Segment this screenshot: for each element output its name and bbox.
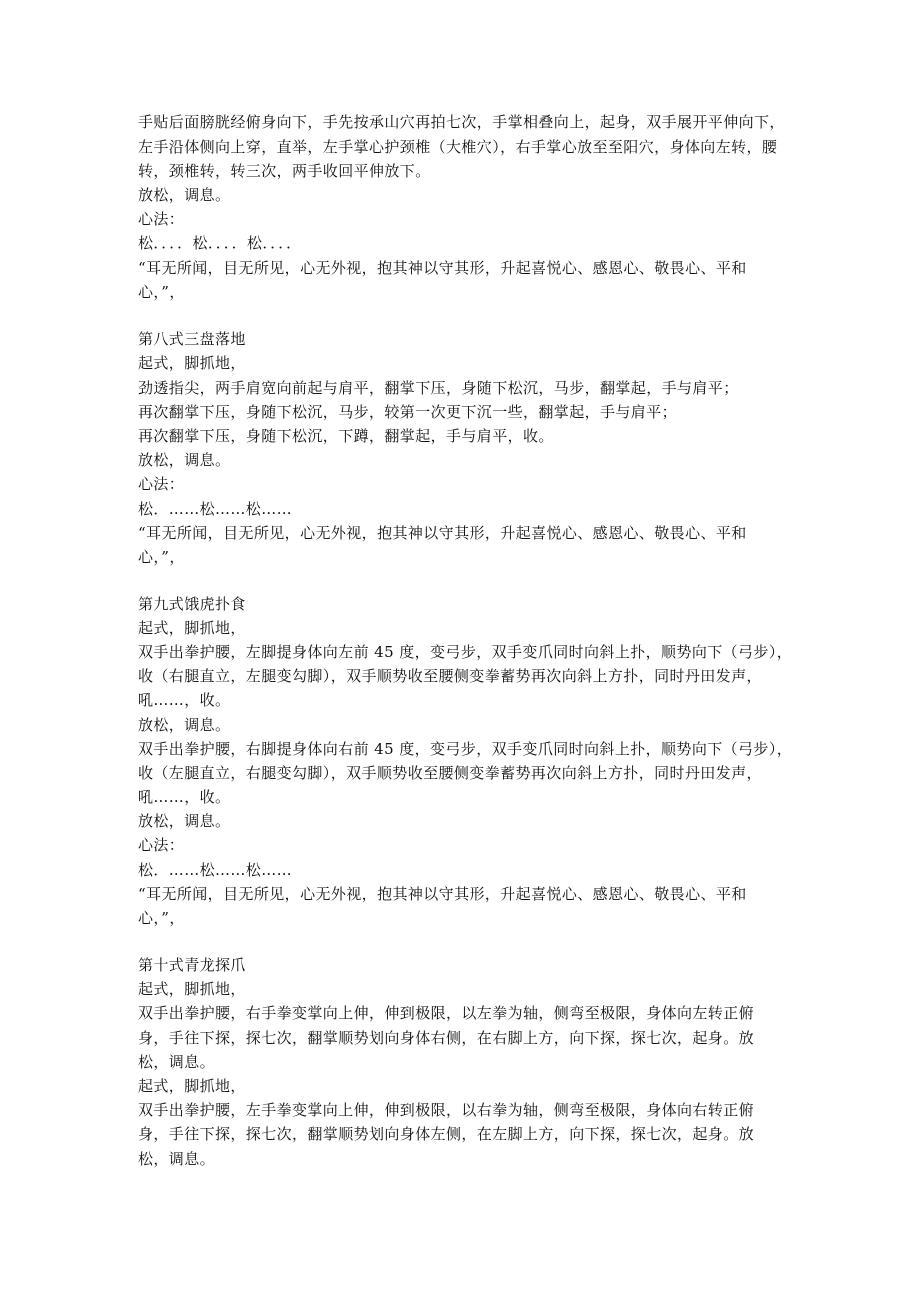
text-line: 松．……松……松…… bbox=[138, 500, 293, 518]
text-line: 松，调息。 bbox=[138, 1150, 216, 1168]
text-line: 放松，调息。 bbox=[138, 186, 231, 204]
text-line: 双手出拳护腰，右脚提身体向右前 45 度，变弓步，双手变爪同时向斜上扑，顺势向下（弓步）， bbox=[138, 740, 793, 758]
text-line: 收（右腿直立，左腿变勾脚），双手顺势收至腰侧变拳蓄势再次向斜上方扑，同时丹田发声， bbox=[138, 667, 762, 685]
section-heading: 第九式饿虎扑食 bbox=[138, 595, 246, 613]
text-line: 心法： bbox=[138, 836, 185, 854]
text-line: 起式，脚抓地， bbox=[138, 354, 246, 372]
text-line: 吼……，收。 bbox=[138, 691, 231, 709]
text-line: 双手出拳护腰，左手拳变掌向上伸，伸到极限，以右拳为轴，侧弯至极限，身体向右转正俯 bbox=[138, 1101, 755, 1119]
text-line: 心，”， bbox=[138, 909, 185, 927]
text-line: 放松，调息。 bbox=[138, 812, 231, 830]
text-line: 手贴后面膀胱经俯身向下，手先按承山穴再拍七次，手掌相叠向上，起身，双手展开平伸向下， bbox=[138, 113, 785, 131]
text-line: “耳无所闻，目无所见，心无外视，抱其神以守其形，升起喜悦心、感恩心、敬畏心、平和 bbox=[138, 885, 747, 903]
text-line: 心法： bbox=[138, 210, 185, 228]
text-line: 劲透指尖，两手肩宽向前起与肩平，翻掌下压，身随下松沉，马步，翻掌起，手与肩平； bbox=[138, 379, 739, 397]
text-line: 松，调息。 bbox=[138, 1053, 216, 1071]
section-heading: 第十式青龙探爪 bbox=[138, 956, 246, 974]
text-line: 左手沿体侧向上穿，直举，左手掌心护颈椎（大椎穴），右手掌心放至至阳穴，身体向左转，腰 bbox=[138, 138, 778, 156]
text-line: 起式，脚抓地， bbox=[138, 980, 246, 998]
text-line: 起式，脚抓地， bbox=[138, 1077, 246, 1095]
text-line: 身，手往下探，探七次，翻掌顺势划向身体左侧，在左脚上方，向下探，探七次，起身。放 bbox=[138, 1125, 755, 1143]
text-line: 收（左腿直立，右腿变勾脚），双手顺势收至腰侧变拳蓄势再次向斜上方扑，同时丹田发声， bbox=[138, 764, 762, 782]
text-line: “耳无所闻，目无所见，心无外视，抱其神以守其形，升起喜悦心、感恩心、敬畏心、平和 bbox=[138, 524, 747, 542]
text-line: 心，”， bbox=[138, 548, 185, 566]
text-line: 松．．．．松．．．．松．．．． bbox=[138, 234, 302, 252]
text-line: 再次翻掌下压，身随下松沉，马步，较第一次更下沉一些，翻掌起，手与肩平； bbox=[138, 403, 678, 421]
text-line: 放松，调息。 bbox=[138, 451, 231, 469]
text-line: 双手出拳护腰，左脚提身体向左前 45 度，变弓步，双手变爪同时向斜上扑，顺势向下（弓步）， bbox=[138, 643, 793, 661]
text-line: 起式，脚抓地， bbox=[138, 619, 246, 637]
text-line: 吼……，收。 bbox=[138, 788, 231, 806]
text-line: 身，手往下探，探七次，翻掌顺势划向身体右侧，在右脚上方，向下探，探七次，起身。放 bbox=[138, 1029, 755, 1047]
text-line: 再次翻掌下压，身随下松沉，下蹲，翻掌起，手与肩平，收。 bbox=[138, 427, 554, 445]
section-heading: 第八式三盘落地 bbox=[138, 330, 246, 348]
text-line: 转，颈椎转，转三次，两手收回平伸放下。 bbox=[138, 162, 431, 180]
text-line: 放松，调息。 bbox=[138, 716, 231, 734]
text-line: “耳无所闻，目无所见，心无外视，抱其神以守其形，升起喜悦心、感恩心、敬畏心、平和 bbox=[138, 259, 747, 277]
text-line: 心法： bbox=[138, 475, 185, 493]
text-line: 心，”， bbox=[138, 283, 185, 301]
text-line: 松．……松……松…… bbox=[138, 861, 293, 879]
text-line: 双手出拳护腰，右手拳变掌向上伸，伸到极限，以左拳为轴，侧弯至极限，身体向左转正俯 bbox=[138, 1004, 755, 1022]
